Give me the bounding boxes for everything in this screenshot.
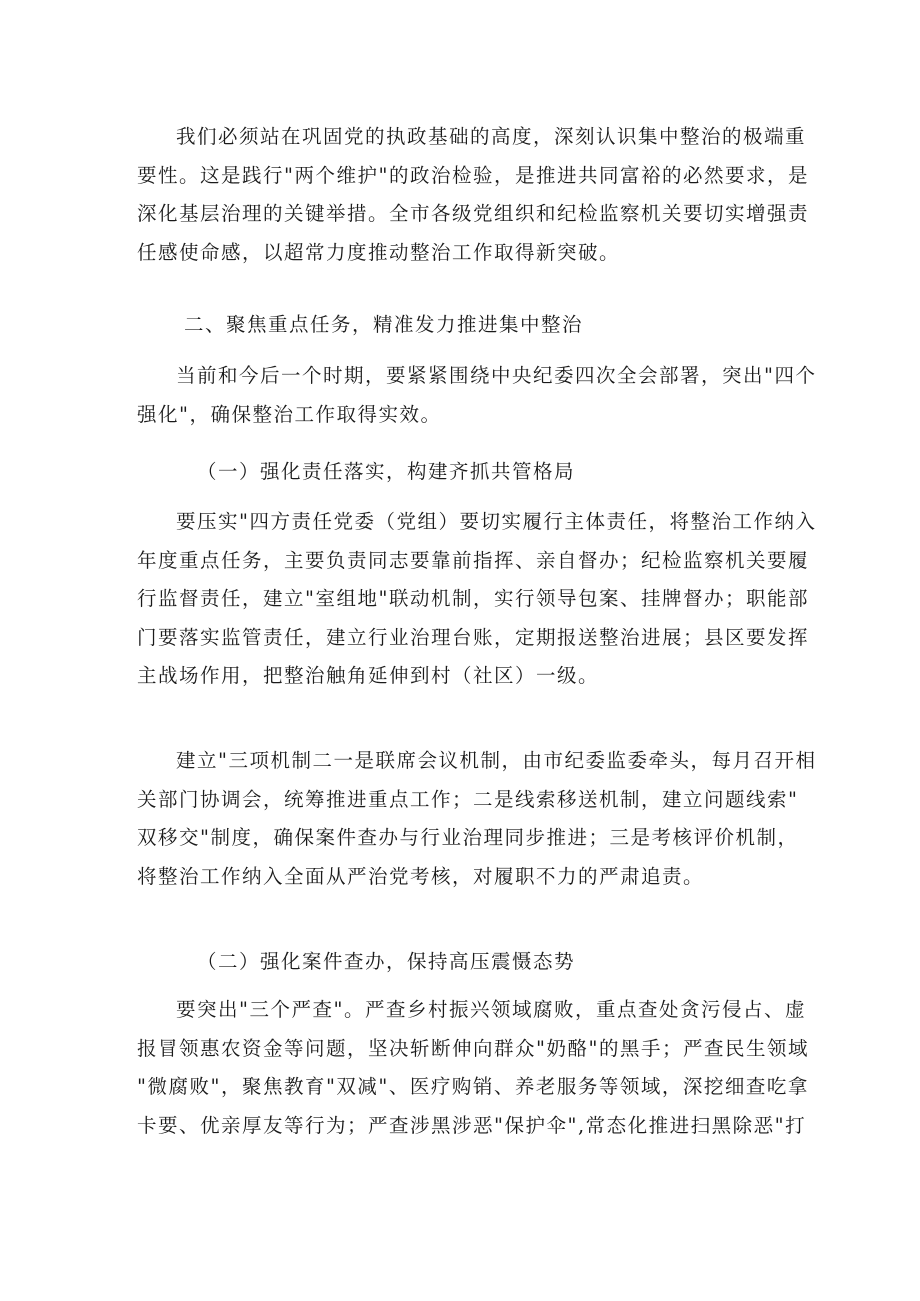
- paragraph-line: 门要落实监管责任，建立行业治理台账，定期报送整治进展；县区要发挥: [137, 625, 810, 649]
- paragraph-5: [137, 991, 809, 1145]
- paragraph-line: 年度重点任务，主要负责同志要靠前指挥、亲自督办；纪检监察机关要履: [137, 548, 810, 572]
- paragraph-line: 行监督责任，建立"室组地"联动机制，实行领导包案、挂牌督办；职能部: [137, 587, 809, 610]
- subsection-heading-2: [137, 943, 781, 982]
- heading-line: （一）强化责任落实，构建齐抓共管格局: [197, 460, 576, 483]
- paragraph-line: 关部门协调会，统筹推进重点工作；二是线索移送机制，建立问题线索": [137, 787, 799, 811]
- paragraph-line: 建立"三项机制二一是联席会议机制，由市纪委监委牵头，每月召开相: [176, 749, 817, 772]
- paragraph-line: 卡要、优亲厚友等行为；严查涉黑涉恶"保护伞",常态化推进扫黑除恶"打: [137, 1113, 807, 1137]
- paragraph-2: [137, 357, 817, 434]
- paragraph-1: [137, 118, 810, 272]
- paragraph-line: 任感使命感，以超常力度推动整治工作取得新突破。: [137, 240, 621, 264]
- paragraph-line: 深化基层治理的关键举措。全市各级党组织和纪检监察机关要切实增强责: [137, 202, 810, 225]
- paragraph-line: 将整治工作纳入全面从严治党考核，对履职不力的严肃追责。: [137, 864, 705, 888]
- paragraph-line: 强化"，确保整治工作取得实效。: [137, 402, 442, 426]
- paragraph-line: 要突出"三个严查"。严查乡村振兴领域腐败，重点查处贪污侵占、虚: [176, 998, 806, 1021]
- heading-line: （二）强化案件查办，保持高压震慑态势: [197, 950, 576, 973]
- paragraph-line: 要性。这是践行"两个维护"的政治检验，是推进共同富裕的必然要求，是: [137, 163, 809, 187]
- paragraph-line: 报冒领惠农资金等问题，坚决斩断伸向群众"奶酪"的黑手；严查民生领域: [137, 1036, 809, 1060]
- heading-line: 二、聚焦重点任务，精准发力推进集中整治: [184, 313, 584, 336]
- paragraph-line: 双移交"制度，确保案件查办与行业治理同步推进；三是考核评价机制，: [137, 826, 799, 849]
- subsection-heading-1: [137, 453, 781, 492]
- section-heading-2: [137, 306, 781, 345]
- paragraph-line: 我们必须站在巩固党的执政基础的高度，深刻认识集中整治的极端重: [176, 125, 807, 148]
- paragraph-line: 当前和今后一个时期，要紧紧围绕中央纪委四次全会部署，突出"四个: [176, 364, 817, 387]
- paragraph-line: 要压实"四方责任党委（党组）要切实履行主体责任，将整治工作纳入: [176, 510, 817, 533]
- paragraph-line: 主战场作用，把整治触角延伸到村（社区）一级。: [137, 664, 600, 687]
- paragraph-4: [137, 742, 817, 896]
- paragraph-3: [137, 503, 817, 696]
- paragraph-line: "微腐败"，聚焦教育"双减"、医疗购销、养老服务等领域，深挖细查吃拿: [137, 1075, 809, 1098]
